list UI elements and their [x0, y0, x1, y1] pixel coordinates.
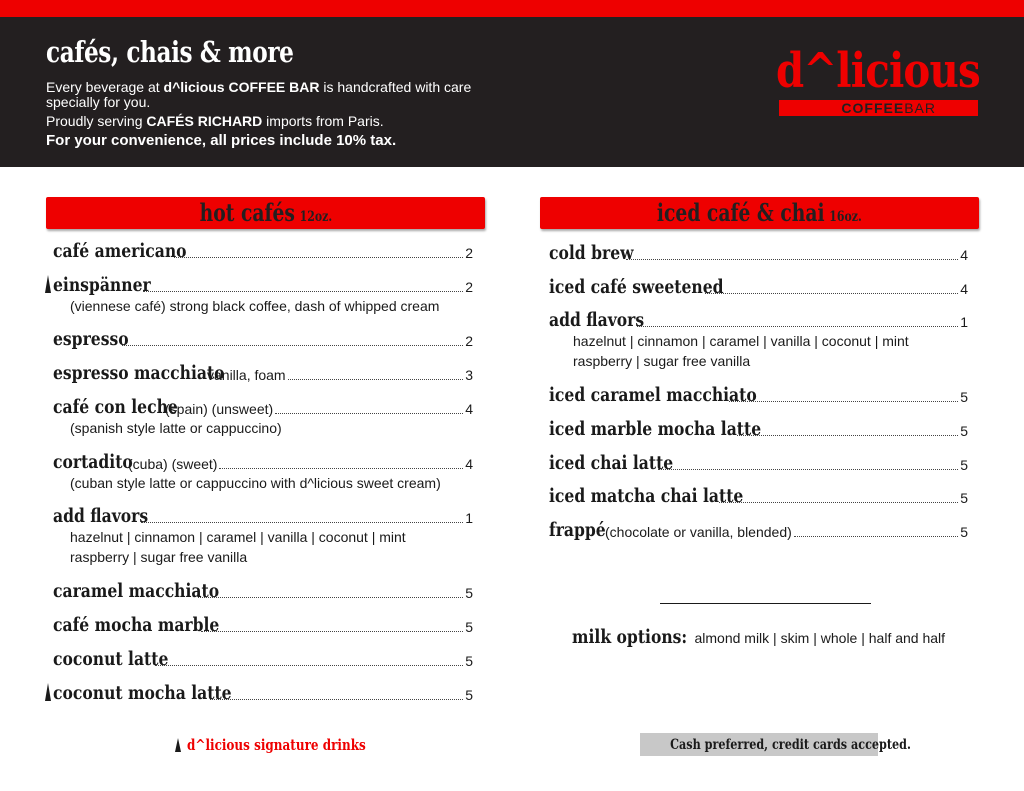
item-price: 4 [465, 401, 473, 417]
leader-dots [219, 468, 463, 469]
item-name: iced caramel macchiato [549, 384, 757, 406]
item-price: 5 [465, 619, 473, 635]
item-price: 5 [465, 687, 473, 703]
item-note: (chocolate or vanilla, blended) [605, 524, 792, 540]
logo-coffeebar-bar [779, 100, 978, 116]
intro-line-2: specially for you. [46, 94, 151, 110]
logo-coffee-text: COFFEE [841, 100, 905, 116]
leader-dots [122, 345, 463, 346]
item-price: 4 [960, 281, 968, 297]
section-size: 12oz. [299, 209, 332, 225]
item-name: add flavors [549, 309, 645, 331]
item-note: (spain) (unsweet) [165, 401, 274, 417]
menu-item [549, 517, 968, 541]
milk-options [572, 626, 945, 648]
menu-item [53, 646, 473, 670]
menu-item [549, 450, 968, 474]
leader-dots [198, 597, 463, 598]
menu-item [549, 307, 968, 331]
leader-dots [288, 379, 464, 380]
leader-dots [210, 699, 463, 700]
menu-item [549, 240, 968, 264]
item-price: 1 [465, 510, 473, 526]
item-price: 1 [960, 314, 968, 330]
menu-item [53, 394, 473, 418]
item-price: 5 [960, 389, 968, 405]
item-price: 5 [960, 490, 968, 506]
logo [776, 43, 980, 116]
item-price: 2 [465, 245, 473, 261]
item-name: coconut mocha latte [53, 682, 232, 704]
menu-item [53, 503, 473, 527]
item-price: 5 [960, 524, 968, 540]
item-name: café americano [53, 240, 187, 262]
leader-dots [174, 257, 463, 258]
leader-dots [705, 293, 958, 294]
item-price: 5 [465, 653, 473, 669]
item-description: (spanish style latte or cappuccino) [70, 420, 282, 436]
menu-item [549, 274, 968, 298]
milk-options-list: almond milk | skim | whole | half and half [694, 630, 946, 646]
intro-line-1 [46, 79, 471, 95]
section-header-iced [540, 197, 979, 229]
item-name: coconut latte [53, 648, 169, 670]
intro-text: imports from Paris. [262, 113, 384, 129]
header-banner [0, 17, 1024, 167]
leader-dots [275, 413, 463, 414]
flavor-options: hazelnut | cinnamon | caramel | vanilla | coconut | mint [573, 333, 909, 349]
menu-item [549, 416, 968, 440]
item-note: vanilla, foam [207, 367, 286, 383]
top-accent-bar [0, 0, 1024, 17]
item-name: espresso macchiato [53, 362, 225, 384]
eiffel-tower-icon [175, 738, 181, 752]
section-title-text: iced café & chai [657, 198, 825, 227]
item-price: 2 [465, 279, 473, 295]
menu-item [53, 272, 473, 296]
divider [660, 603, 871, 604]
menu-item [549, 483, 968, 507]
item-price: 5 [960, 423, 968, 439]
milk-options-label: milk options: [572, 626, 688, 648]
payment-note: Cash preferred, credit cards accepted. [670, 737, 911, 753]
item-name: café con leche [53, 396, 178, 418]
item-name: einspänner [53, 274, 151, 296]
item-description: (viennese café) strong black coffee, dash of whipped cream [70, 298, 440, 314]
menu-item [53, 578, 473, 602]
item-price: 5 [465, 585, 473, 601]
item-name: iced café sweetened [549, 276, 724, 298]
intro-text: Every beverage at [46, 79, 164, 95]
item-description: (cuban style latte or cappuccino with d^licious sweet cream) [70, 475, 441, 491]
section-header-hot-cafes [46, 197, 485, 229]
payment-note-badge [640, 733, 911, 756]
item-name: add flavors [53, 505, 149, 527]
item-price: 4 [465, 456, 473, 472]
item-name: iced matcha chai latte [549, 485, 744, 507]
section-title [657, 197, 862, 233]
item-name: espresso [53, 328, 129, 350]
item-name: cortadito [53, 451, 133, 473]
intro-text: is handcrafted with care [319, 79, 472, 95]
flavor-options: hazelnut | cinnamon | caramel | vanilla | coconut | mint [70, 529, 406, 545]
leader-dots [637, 326, 958, 327]
supplier-name: CAFÉS RICHARD [146, 113, 263, 129]
menu-item [549, 382, 968, 406]
menu-item [53, 238, 473, 262]
menu-item [53, 612, 473, 636]
leader-dots [719, 502, 958, 503]
signature-legend: d^licious signature drinks [187, 736, 366, 754]
item-price: 2 [465, 333, 473, 349]
item-name: cold brew [549, 242, 634, 264]
menu-item [53, 326, 473, 350]
page-title: cafés, chais & more [46, 35, 294, 69]
menu-item [53, 360, 473, 384]
item-name: café mocha marble [53, 614, 220, 636]
leader-dots [729, 401, 958, 402]
intro-line-3 [46, 113, 384, 129]
section-title-text: hot cafés [199, 198, 295, 227]
leader-dots [201, 631, 463, 632]
leader-dots [143, 291, 463, 292]
item-price: 4 [960, 247, 968, 263]
item-name: frappé [549, 519, 606, 541]
flavor-options: raspberry | sugar free vanilla [70, 549, 248, 565]
logo-wordmark: d^licious [776, 43, 980, 99]
leader-dots [737, 435, 958, 436]
logo-bar-text: BAR [904, 100, 936, 116]
leader-dots [658, 469, 958, 470]
leader-dots [794, 536, 958, 537]
leader-dots [141, 522, 463, 523]
eiffel-tower-icon [45, 683, 51, 701]
intro-text: Proudly serving [46, 113, 147, 129]
menu-item [53, 449, 473, 473]
item-name: iced marble mocha latte [549, 418, 762, 440]
item-name: caramel macchiato [53, 580, 220, 602]
leader-dots [626, 259, 958, 260]
item-name: iced chai latte [549, 452, 674, 474]
menu-item [53, 680, 473, 704]
item-price: 3 [465, 367, 473, 383]
leader-dots [155, 665, 463, 666]
section-title [199, 197, 331, 233]
eiffel-tower-icon [45, 275, 51, 293]
brand-name: d^licious COFFEE BAR [163, 79, 320, 95]
item-note: (cuba) (sweet) [128, 456, 218, 472]
item-price: 5 [960, 457, 968, 473]
flavor-options: raspberry | sugar free vanilla [573, 353, 751, 369]
section-size: 16oz. [829, 209, 862, 225]
tax-note: For your convenience, all prices include 10% tax. [46, 132, 397, 149]
